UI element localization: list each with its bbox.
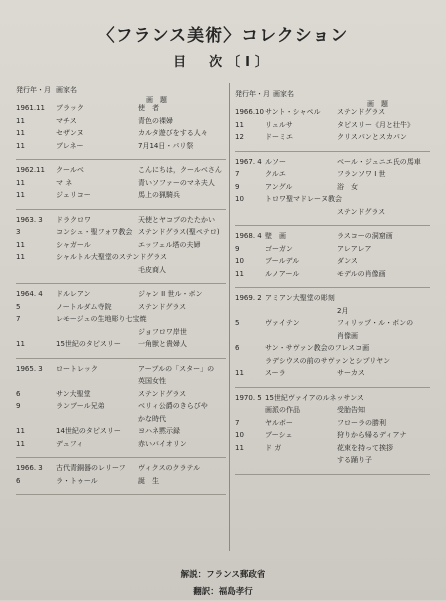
artist-name: ブレネー (56, 141, 84, 150)
artist-name: 古代青銅器のレリーフ (56, 464, 126, 472)
issue-row (235, 245, 430, 258)
artwork-title: フィリップ・ル・ボンの (337, 319, 414, 327)
issue-row (235, 357, 430, 370)
artwork-title: フランソワ I 世 (337, 170, 386, 178)
issue-date: 1961.11 (16, 104, 45, 112)
artist-name: ロートレック (56, 364, 98, 373)
issue-group (16, 104, 226, 160)
artwork-title: ステンドグラス (337, 108, 386, 116)
artist-name: クルエ (265, 170, 286, 178)
issue-group (235, 294, 430, 388)
artwork-title: 天使とヤコブのたたかい (138, 215, 215, 224)
artist-name: マ ネ (56, 178, 73, 187)
artwork-title: 毛皮商人 (138, 265, 166, 274)
artwork-title: 英国女性 (138, 377, 166, 385)
artwork-title: 狩りから帰るディアナ (337, 431, 407, 439)
issue-row (235, 406, 430, 419)
artwork-title: ステンドグラス (138, 389, 187, 398)
artist-name: シャルトル大聖堂のステンドグラス (56, 253, 168, 261)
issue-date: 11 (16, 340, 25, 348)
artist-name: 14世紀のタピスリー (56, 427, 121, 435)
page-subtitle: 目 次〔Ⅰ〕 (173, 55, 273, 70)
issue-row (16, 377, 226, 390)
header-title-label: 画 題 (367, 100, 388, 108)
issue-row (235, 121, 430, 134)
artist-name: ブーシェ (265, 431, 293, 439)
issue-date: 11 (16, 240, 25, 249)
issue-date: 1964. 4 (16, 290, 43, 298)
artwork-title: 花束を持って挨拶 (337, 443, 393, 452)
commentary-credit: 解説：フランス郵政省 (180, 570, 266, 580)
issue-group (235, 108, 430, 152)
issue-date: 1966.10 (235, 108, 264, 116)
issue-date: 5 (235, 319, 240, 327)
artwork-title: こんにちは，クールベさん (138, 166, 222, 174)
left-column-header (16, 86, 226, 104)
artwork-title: 誕 生 (138, 476, 159, 485)
artwork-title: クリスパンとスカパン (337, 133, 407, 141)
artwork-title: 浴 女 (337, 182, 358, 191)
artist-name: ラデシウスの前のサヴァンとシプリヤン (265, 356, 391, 365)
issue-row (235, 158, 430, 171)
artist-name: スーラ (265, 369, 286, 377)
issue-date: 7 (235, 170, 240, 178)
translation-credit: 翻訳：福島孝行 (193, 587, 253, 597)
artist-name: レモージュの生地彫り七宝焼 (56, 315, 147, 323)
issue-row (235, 232, 430, 245)
issue-row (16, 303, 226, 316)
header-artist-label: 画家名 (56, 86, 77, 94)
right-column (235, 90, 430, 481)
artwork-title: 一角獣と貴婦人 (138, 340, 187, 348)
issue-date: 12 (235, 133, 244, 141)
artwork-title: 馬上の猟騎兵 (138, 191, 180, 199)
artist-name: ラ・トゥール (56, 476, 98, 485)
issue-row (16, 365, 226, 378)
artist-name: ドルレアン (56, 290, 91, 298)
issue-date: 1963. 3 (16, 215, 43, 224)
artwork-title: ジャン II 世ル・ボン (138, 290, 203, 298)
issue-date: 10 (235, 431, 244, 439)
issue-date: 7 (16, 315, 21, 323)
issue-row (16, 117, 226, 130)
issue-row (235, 419, 430, 432)
issue-row (16, 142, 226, 155)
issue-date: 1967. 4 (235, 157, 262, 166)
artwork-title: アレアレア (337, 244, 372, 253)
issue-date: 11 (16, 439, 25, 448)
issue-date: 1962.11 (16, 166, 45, 174)
artwork-title: フローラの勝利 (337, 418, 386, 427)
artist-name: ルノアール (265, 269, 300, 278)
issue-date: 1969. 2 (235, 294, 262, 302)
artwork-title: エッフェル塔の夫婦 (138, 240, 201, 249)
artwork-title: モデルの肖像画 (337, 269, 386, 278)
artist-name: ランブール兄弟 (56, 402, 105, 410)
issue-date: 9 (16, 402, 21, 410)
artist-name: 壁 画 (265, 232, 286, 240)
issue-row (235, 183, 430, 196)
artist-name: マチス (56, 116, 77, 125)
artwork-title: ステンドグラス(聖ペテロ) (138, 228, 220, 236)
issue-date: 6 (16, 389, 21, 398)
issue-row (16, 415, 226, 428)
artwork-title: ラスコーの洞窟画 (337, 232, 393, 240)
artwork-title: かな時代 (138, 414, 166, 423)
credits (0, 567, 446, 601)
artwork-title: 青いソファーのマネ夫人 (138, 178, 215, 187)
issue-date: 11 (16, 191, 25, 199)
artwork-title: タピスリー《月と壮牛》 (337, 120, 414, 129)
artwork-title: ベール・ジュニエ氏の馬車 (337, 157, 421, 166)
issue-date: 11 (16, 141, 25, 150)
left-column (16, 86, 226, 501)
artwork-title: ヨハネ黙示録 (138, 427, 180, 435)
artist-name: ヴァイテン (265, 319, 300, 327)
issue-date: 1968. 4 (235, 232, 262, 240)
artist-name: アミアン大聖堂の彫刻 (265, 294, 335, 302)
issue-date: 5 (16, 302, 21, 311)
issue-group (16, 365, 226, 459)
artwork-title: ヴィクスのクラテル (138, 464, 201, 472)
issue-row (235, 319, 430, 332)
issue-row (16, 253, 226, 266)
issue-row (235, 294, 430, 307)
header-artist-label: 画家名 (273, 90, 294, 98)
artist-name: ドラクロワ (56, 215, 91, 224)
issue-row (235, 170, 430, 183)
issue-group (235, 158, 430, 227)
issue-row (235, 307, 430, 320)
artwork-title: 使 者 (138, 104, 159, 112)
issue-row (16, 228, 226, 241)
issue-row (235, 444, 430, 457)
artist-name: ド ガ (265, 443, 282, 452)
issue-row (235, 208, 430, 221)
issue-row (16, 191, 226, 204)
issue-date: 11 (235, 120, 244, 129)
issue-group (235, 232, 430, 288)
issue-date: 6 (235, 344, 240, 352)
page-title: 〈フランス美術〉コレクション (97, 26, 349, 46)
artwork-title: ジョフロワ岸世 (138, 327, 187, 336)
issue-group (16, 166, 226, 210)
issue-row (235, 431, 430, 444)
right-column-header (235, 90, 430, 108)
artwork-title: ベリィ公爵のきらびや (138, 402, 208, 410)
issue-date: 7 (235, 418, 240, 427)
issue-date: 11 (16, 178, 25, 187)
artist-name: サント・シャペル (265, 108, 321, 116)
issue-row (235, 195, 430, 208)
left-groups (16, 104, 226, 495)
issue-date: 3 (16, 228, 21, 236)
issue-date: 11 (16, 253, 25, 261)
artwork-title: 2月 (337, 306, 349, 315)
issue-row (235, 108, 430, 121)
artist-name: ブラック (56, 104, 84, 112)
issue-date: 1965. 3 (16, 364, 43, 373)
artist-name: トロワ聖マドレーヌ教会 (265, 195, 342, 203)
artist-name: ジェリコー (56, 191, 91, 199)
artwork-title: 受胎告知 (337, 406, 365, 414)
issue-date: 11 (235, 269, 244, 278)
artist-name: ノートルダム寺院 (56, 302, 112, 311)
issue-date: 11 (16, 427, 25, 435)
issue-date: 10 (235, 257, 244, 265)
issue-date: 11 (235, 443, 244, 452)
artist-name: 15世紀のタピスリー (56, 340, 121, 348)
artwork-title: する踊り子 (337, 456, 372, 464)
artist-name: ヤルボー (265, 418, 293, 427)
artist-name: ブールデル (265, 257, 300, 265)
column-divider (229, 83, 230, 551)
issue-row (16, 315, 226, 328)
issue-date: 9 (235, 244, 240, 253)
artist-name: アングル (265, 182, 293, 191)
artwork-title: ステンドグラス (138, 302, 187, 311)
issue-row (16, 340, 226, 353)
issue-row (16, 464, 226, 477)
issue-row (16, 241, 226, 254)
issue-group (16, 464, 226, 495)
issue-group (235, 394, 430, 475)
artwork-title: 肖像画 (337, 331, 358, 340)
artist-name: リュルサ (265, 120, 293, 129)
issue-group (16, 216, 226, 285)
issue-date: 11 (16, 129, 25, 137)
issue-row (16, 104, 226, 117)
artist-name: クールベ (56, 166, 84, 174)
artwork-title: アーブルの「スター」の (138, 364, 215, 373)
issue-row (16, 179, 226, 192)
issue-date: 1966. 3 (16, 464, 43, 472)
issue-row (16, 402, 226, 415)
issue-row (235, 257, 430, 270)
header-title-label: 画 題 (146, 96, 167, 104)
artwork-title: ステンドグラス (337, 207, 386, 216)
artist-name: ルソー (265, 157, 286, 166)
issue-date: 11 (235, 369, 244, 377)
artwork-title: ダンス (337, 257, 358, 265)
header-date-label: 発行年・月 (235, 90, 270, 98)
artwork-title: 青色の裸婦 (138, 116, 173, 125)
issue-row (16, 129, 226, 142)
issue-row (16, 328, 226, 341)
artist-name: ゴーガン (265, 244, 293, 253)
artist-name: ドーミエ (265, 133, 293, 141)
issue-row (235, 344, 430, 357)
issue-date: 9 (235, 182, 240, 191)
artwork-title: 7月14日・パリ祭 (138, 141, 194, 150)
issue-row (235, 133, 430, 146)
artist-name: 画派の作品 (265, 406, 300, 414)
right-groups (235, 108, 430, 475)
issue-row (16, 477, 226, 490)
artist-name: 15世紀ヴァイアのルネッサンス (265, 393, 364, 402)
issue-row (16, 166, 226, 179)
issue-row (16, 290, 226, 303)
issue-row (235, 456, 430, 469)
issue-date: 10 (235, 195, 244, 203)
issue-row (235, 332, 430, 345)
issue-row (16, 427, 226, 440)
issue-row (235, 270, 430, 283)
artwork-title: 赤いバイオリン (138, 439, 187, 448)
issue-group (16, 290, 226, 359)
artwork-title: カルタ遊びをする人々 (138, 129, 208, 137)
artist-name: サン大聖堂 (56, 389, 91, 398)
issue-date: 1970. 5 (235, 393, 262, 402)
artist-name: シャガール (56, 240, 91, 249)
artist-name: セザンヌ (56, 129, 84, 137)
artist-name: デュフィ (56, 439, 84, 448)
artist-name: コンシュ・聖フォワ教会 (56, 228, 133, 236)
artist-name: サン・サヴァン教会のフレスコ画 (265, 344, 370, 352)
issue-row (16, 440, 226, 453)
header-date-label: 発行年・月 (16, 86, 51, 94)
issue-row (16, 216, 226, 229)
issue-date: 6 (16, 476, 21, 485)
issue-row (235, 394, 430, 407)
issue-row (16, 390, 226, 403)
issue-row (16, 266, 226, 279)
artwork-title: サーカス (337, 369, 365, 377)
issue-date: 11 (16, 116, 25, 125)
issue-row (235, 369, 430, 382)
